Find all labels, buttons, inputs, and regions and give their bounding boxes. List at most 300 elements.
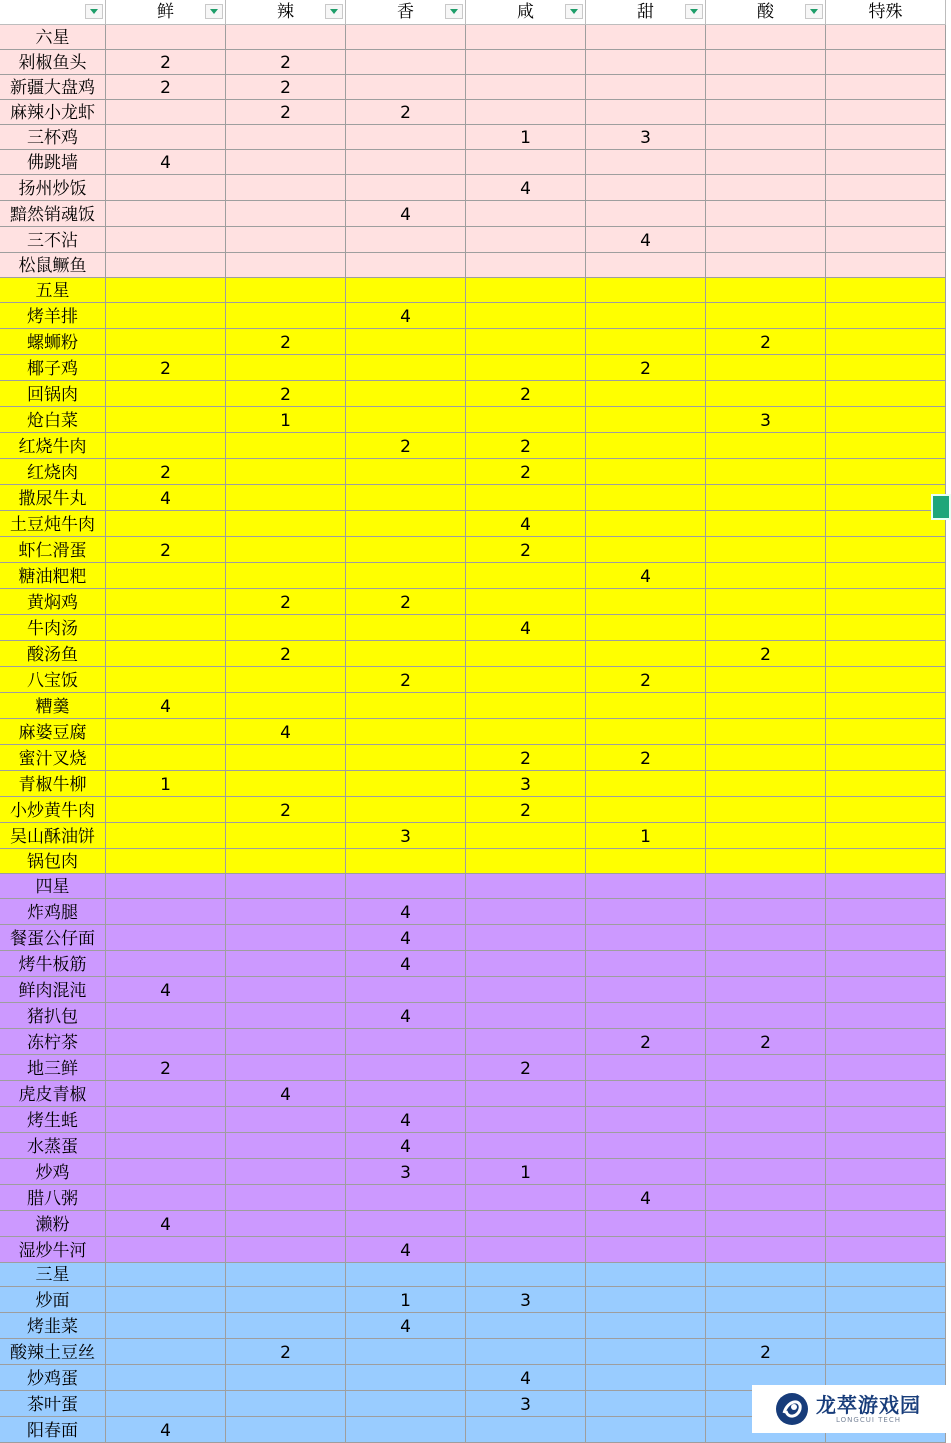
table-cell[interactable] [706,201,826,226]
table-cell[interactable]: 4 [346,1003,466,1028]
table-cell[interactable]: 4 [346,925,466,950]
table-cell[interactable] [826,1313,946,1338]
table-cell[interactable] [466,1339,586,1364]
table-cell[interactable] [706,1185,826,1210]
table-cell[interactable] [106,100,226,124]
table-cell[interactable] [106,201,226,226]
table-cell[interactable]: 4 [226,719,346,744]
row-name-cell[interactable] [0,1365,106,1390]
row-name-cell[interactable] [0,899,106,924]
row-name-cell[interactable] [0,459,106,484]
table-cell[interactable]: 2 [226,641,346,666]
table-cell[interactable]: 1 [466,125,586,149]
table-cell[interactable] [106,667,226,692]
table-cell[interactable]: 2 [586,745,706,770]
table-cell[interactable] [826,175,946,200]
row-name-cell[interactable] [0,1391,106,1416]
row-name-cell[interactable] [0,150,106,174]
table-cell[interactable]: 1 [226,407,346,432]
table-cell[interactable] [586,771,706,796]
table-cell[interactable] [106,823,226,848]
table-cell[interactable] [466,951,586,976]
table-cell[interactable] [586,511,706,536]
table-cell[interactable]: 2 [226,50,346,74]
table-cell[interactable] [346,381,466,406]
table-cell[interactable]: 1 [106,771,226,796]
table-cell[interactable] [826,641,946,666]
table-cell[interactable] [346,797,466,822]
table-cell[interactable] [586,25,706,49]
table-cell[interactable] [826,1237,946,1262]
table-cell[interactable] [586,1391,706,1416]
header-cell-suan[interactable] [706,0,826,25]
table-cell[interactable] [106,951,226,976]
table-cell[interactable] [706,849,826,873]
table-cell[interactable] [586,407,706,432]
table-cell[interactable] [226,1237,346,1262]
table-cell[interactable] [466,150,586,174]
table-cell[interactable] [586,253,706,277]
table-cell[interactable] [466,253,586,277]
table-cell[interactable] [226,563,346,588]
table-cell[interactable] [466,303,586,328]
table-cell[interactable] [466,719,586,744]
table-cell[interactable] [466,925,586,950]
table-cell[interactable] [226,201,346,226]
table-cell[interactable] [346,1081,466,1106]
row-name-cell[interactable] [0,485,106,510]
table-cell[interactable] [106,381,226,406]
table-cell[interactable] [226,1185,346,1210]
table-cell[interactable] [106,175,226,200]
table-cell[interactable]: 2 [706,329,826,354]
table-cell[interactable]: 4 [346,1237,466,1262]
table-cell[interactable] [106,849,226,873]
row-name-cell[interactable] [0,1159,106,1184]
table-cell[interactable]: 4 [106,1417,226,1442]
table-cell[interactable] [346,1029,466,1054]
table-cell[interactable] [226,150,346,174]
row-name-cell[interactable] [0,1107,106,1132]
table-cell[interactable] [826,1263,946,1286]
table-cell[interactable] [226,1159,346,1184]
table-cell[interactable] [106,589,226,614]
row-name-cell[interactable] [0,1287,106,1312]
table-cell[interactable] [826,407,946,432]
table-cell[interactable] [826,589,946,614]
row-name-cell[interactable] [0,1029,106,1054]
table-cell[interactable] [466,75,586,99]
table-cell[interactable] [226,511,346,536]
table-cell[interactable]: 2 [346,589,466,614]
table-cell[interactable]: 4 [346,1133,466,1158]
table-cell[interactable]: 4 [106,977,226,1002]
table-cell[interactable] [826,1055,946,1080]
table-cell[interactable] [226,175,346,200]
row-name-cell[interactable] [0,125,106,149]
table-cell[interactable] [226,227,346,252]
row-name-cell[interactable] [0,1211,106,1236]
table-cell[interactable]: 4 [586,563,706,588]
table-cell[interactable]: 2 [226,381,346,406]
header-cell-la[interactable] [226,0,346,25]
table-cell[interactable] [106,1365,226,1390]
table-cell[interactable] [706,381,826,406]
table-cell[interactable] [706,75,826,99]
row-name-cell[interactable] [0,381,106,406]
table-cell[interactable] [466,589,586,614]
table-cell[interactable] [586,925,706,950]
table-cell[interactable] [226,874,346,898]
table-cell[interactable] [706,589,826,614]
table-cell[interactable] [346,1391,466,1416]
filter-dropdown-icon[interactable] [325,4,343,19]
table-cell[interactable] [226,1391,346,1416]
table-cell[interactable] [826,874,946,898]
filter-dropdown-icon[interactable] [205,4,223,19]
table-cell[interactable] [466,977,586,1002]
table-cell[interactable] [346,1417,466,1442]
table-cell[interactable] [706,1211,826,1236]
table-cell[interactable] [826,125,946,149]
table-cell[interactable] [466,1107,586,1132]
table-cell[interactable]: 2 [106,537,226,562]
table-cell[interactable]: 4 [466,175,586,200]
table-cell[interactable] [826,719,946,744]
table-cell[interactable] [826,355,946,380]
filter-dropdown-icon[interactable] [565,4,583,19]
table-cell[interactable]: 4 [346,303,466,328]
table-cell[interactable] [346,407,466,432]
row-name-cell[interactable] [0,641,106,666]
row-name-cell[interactable] [0,433,106,458]
row-name-cell[interactable] [0,201,106,226]
table-cell[interactable] [226,977,346,1002]
header-cell-xian-salty[interactable] [466,0,586,25]
table-cell[interactable] [226,1313,346,1338]
table-cell[interactable] [586,50,706,74]
table-cell[interactable] [586,1055,706,1080]
table-cell[interactable] [586,1287,706,1312]
table-cell[interactable]: 2 [586,355,706,380]
table-cell[interactable] [106,1287,226,1312]
table-cell[interactable] [466,1211,586,1236]
table-cell[interactable] [586,797,706,822]
table-cell[interactable] [826,771,946,796]
table-cell[interactable] [466,641,586,666]
table-cell[interactable] [106,253,226,277]
row-name-cell[interactable] [0,977,106,1002]
table-cell[interactable] [826,227,946,252]
table-cell[interactable] [466,874,586,898]
table-cell[interactable]: 3 [346,1159,466,1184]
table-cell[interactable] [106,1313,226,1338]
table-cell[interactable] [106,563,226,588]
table-cell[interactable] [466,1185,586,1210]
table-cell[interactable] [106,641,226,666]
table-cell[interactable] [346,615,466,640]
table-cell[interactable] [346,977,466,1002]
table-cell[interactable] [586,1313,706,1338]
table-cell[interactable] [466,1313,586,1338]
table-cell[interactable] [346,253,466,277]
row-name-cell[interactable] [0,25,106,49]
table-cell[interactable] [706,150,826,174]
selection-handle[interactable] [931,494,951,520]
table-cell[interactable] [706,355,826,380]
row-name-cell[interactable] [0,1081,106,1106]
table-cell[interactable] [706,25,826,49]
table-cell[interactable]: 2 [226,1339,346,1364]
table-cell[interactable] [826,899,946,924]
table-cell[interactable] [346,849,466,873]
table-cell[interactable] [346,355,466,380]
table-cell[interactable] [106,125,226,149]
table-cell[interactable] [706,719,826,744]
table-cell[interactable] [826,1029,946,1054]
table-cell[interactable] [106,227,226,252]
table-cell[interactable] [706,925,826,950]
table-cell[interactable]: 2 [346,433,466,458]
table-cell[interactable] [466,329,586,354]
table-cell[interactable] [586,150,706,174]
table-cell[interactable] [826,50,946,74]
table-cell[interactable] [346,485,466,510]
table-cell[interactable] [586,849,706,873]
table-cell[interactable] [586,278,706,302]
table-cell[interactable]: 2 [706,1029,826,1054]
table-cell[interactable]: 4 [346,1313,466,1338]
table-cell[interactable] [106,925,226,950]
table-cell[interactable]: 4 [106,693,226,718]
table-cell[interactable]: 3 [466,1287,586,1312]
table-cell[interactable] [346,150,466,174]
table-cell[interactable] [226,925,346,950]
table-cell[interactable] [346,1211,466,1236]
table-cell[interactable]: 2 [466,745,586,770]
table-cell[interactable] [826,1287,946,1312]
table-cell[interactable] [466,1081,586,1106]
table-cell[interactable] [706,1081,826,1106]
table-cell[interactable] [826,100,946,124]
table-cell[interactable] [346,1185,466,1210]
row-name-cell[interactable] [0,303,106,328]
table-cell[interactable]: 4 [346,201,466,226]
table-cell[interactable] [466,201,586,226]
table-cell[interactable] [106,303,226,328]
table-cell[interactable] [706,1313,826,1338]
table-cell[interactable]: 2 [226,797,346,822]
table-cell[interactable] [466,849,586,873]
table-cell[interactable] [346,329,466,354]
row-name-cell[interactable] [0,925,106,950]
table-cell[interactable] [226,667,346,692]
table-cell[interactable] [226,459,346,484]
table-cell[interactable] [706,667,826,692]
table-cell[interactable] [106,1081,226,1106]
table-cell[interactable] [226,1029,346,1054]
table-cell[interactable] [826,1081,946,1106]
filter-dropdown-icon[interactable] [805,4,823,19]
table-cell[interactable] [706,459,826,484]
table-cell[interactable] [106,745,226,770]
table-cell[interactable] [586,1237,706,1262]
table-cell[interactable] [826,329,946,354]
table-cell[interactable] [586,1263,706,1286]
table-cell[interactable] [586,977,706,1002]
table-cell[interactable] [466,1263,586,1286]
table-cell[interactable] [226,693,346,718]
row-name-cell[interactable] [0,951,106,976]
table-cell[interactable] [586,693,706,718]
table-cell[interactable]: 1 [346,1287,466,1312]
table-cell[interactable] [706,615,826,640]
table-cell[interactable] [226,1417,346,1442]
table-cell[interactable]: 3 [706,407,826,432]
header-cell-name[interactable] [0,0,106,25]
table-cell[interactable] [586,459,706,484]
table-cell[interactable] [346,125,466,149]
table-cell[interactable] [826,150,946,174]
table-cell[interactable] [106,511,226,536]
row-name-cell[interactable] [0,745,106,770]
table-cell[interactable] [226,823,346,848]
row-name-cell[interactable] [0,1003,106,1028]
row-name-cell[interactable] [0,253,106,277]
table-cell[interactable] [466,823,586,848]
table-cell[interactable] [706,537,826,562]
table-cell[interactable] [226,278,346,302]
table-cell[interactable] [826,25,946,49]
table-cell[interactable] [586,719,706,744]
table-cell[interactable] [106,1107,226,1132]
row-name-cell[interactable] [0,1185,106,1210]
table-cell[interactable] [826,745,946,770]
table-cell[interactable] [826,977,946,1002]
table-cell[interactable] [346,745,466,770]
row-name-cell[interactable] [0,1339,106,1364]
table-cell[interactable] [826,1159,946,1184]
table-cell[interactable] [586,1365,706,1390]
table-cell[interactable] [706,303,826,328]
table-cell[interactable] [466,407,586,432]
table-cell[interactable] [586,433,706,458]
table-cell[interactable] [226,355,346,380]
table-cell[interactable]: 1 [586,823,706,848]
row-name-cell[interactable] [0,1263,106,1286]
table-cell[interactable] [226,1003,346,1028]
table-cell[interactable] [346,278,466,302]
table-cell[interactable] [106,1339,226,1364]
row-name-cell[interactable] [0,1237,106,1262]
table-cell[interactable]: 2 [106,75,226,99]
table-cell[interactable] [466,1417,586,1442]
table-cell[interactable] [346,459,466,484]
table-cell[interactable] [706,563,826,588]
table-cell[interactable] [826,537,946,562]
row-name-cell[interactable] [0,849,106,873]
row-name-cell[interactable] [0,693,106,718]
table-cell[interactable] [586,589,706,614]
row-name-cell[interactable] [0,589,106,614]
table-cell[interactable] [226,615,346,640]
table-cell[interactable] [706,50,826,74]
table-cell[interactable]: 2 [226,329,346,354]
table-cell[interactable] [826,693,946,718]
table-cell[interactable] [346,227,466,252]
table-cell[interactable] [226,1287,346,1312]
table-cell[interactable] [106,797,226,822]
table-cell[interactable] [346,75,466,99]
table-cell[interactable]: 3 [466,1391,586,1416]
table-cell[interactable] [706,1055,826,1080]
table-cell[interactable] [706,1159,826,1184]
table-cell[interactable]: 3 [346,823,466,848]
table-cell[interactable]: 4 [586,1185,706,1210]
table-cell[interactable] [106,278,226,302]
table-cell[interactable] [466,563,586,588]
table-cell[interactable]: 2 [226,75,346,99]
table-cell[interactable] [586,1081,706,1106]
table-cell[interactable] [346,563,466,588]
table-cell[interactable]: 4 [466,511,586,536]
row-name-cell[interactable] [0,615,106,640]
table-cell[interactable]: 1 [466,1159,586,1184]
table-cell[interactable] [586,951,706,976]
row-name-cell[interactable] [0,667,106,692]
table-cell[interactable] [346,771,466,796]
table-cell[interactable] [106,1133,226,1158]
table-cell[interactable] [466,1003,586,1028]
table-cell[interactable] [826,667,946,692]
table-cell[interactable]: 4 [106,150,226,174]
table-cell[interactable] [226,951,346,976]
table-cell[interactable] [106,1263,226,1286]
row-name-cell[interactable] [0,563,106,588]
table-cell[interactable]: 2 [106,355,226,380]
table-cell[interactable] [826,201,946,226]
table-cell[interactable] [466,25,586,49]
table-cell[interactable]: 2 [466,459,586,484]
table-cell[interactable] [826,1339,946,1364]
row-name-cell[interactable] [0,355,106,380]
row-name-cell[interactable] [0,175,106,200]
table-cell[interactable] [226,125,346,149]
table-cell[interactable] [826,511,946,536]
table-cell[interactable] [106,1003,226,1028]
table-cell[interactable] [706,771,826,796]
table-cell[interactable] [706,1133,826,1158]
row-name-cell[interactable] [0,100,106,124]
table-cell[interactable] [466,485,586,510]
table-cell[interactable]: 4 [346,951,466,976]
table-cell[interactable] [466,693,586,718]
header-cell-teshu[interactable] [826,0,946,25]
table-cell[interactable] [586,303,706,328]
table-cell[interactable]: 4 [226,1081,346,1106]
table-cell[interactable] [826,75,946,99]
table-cell[interactable] [466,355,586,380]
table-cell[interactable] [706,1237,826,1262]
table-cell[interactable] [466,1029,586,1054]
table-cell[interactable] [106,329,226,354]
table-cell[interactable] [586,485,706,510]
row-name-cell[interactable] [0,407,106,432]
table-cell[interactable] [226,1211,346,1236]
header-cell-xian[interactable] [106,0,226,25]
table-cell[interactable] [706,899,826,924]
table-cell[interactable] [106,615,226,640]
